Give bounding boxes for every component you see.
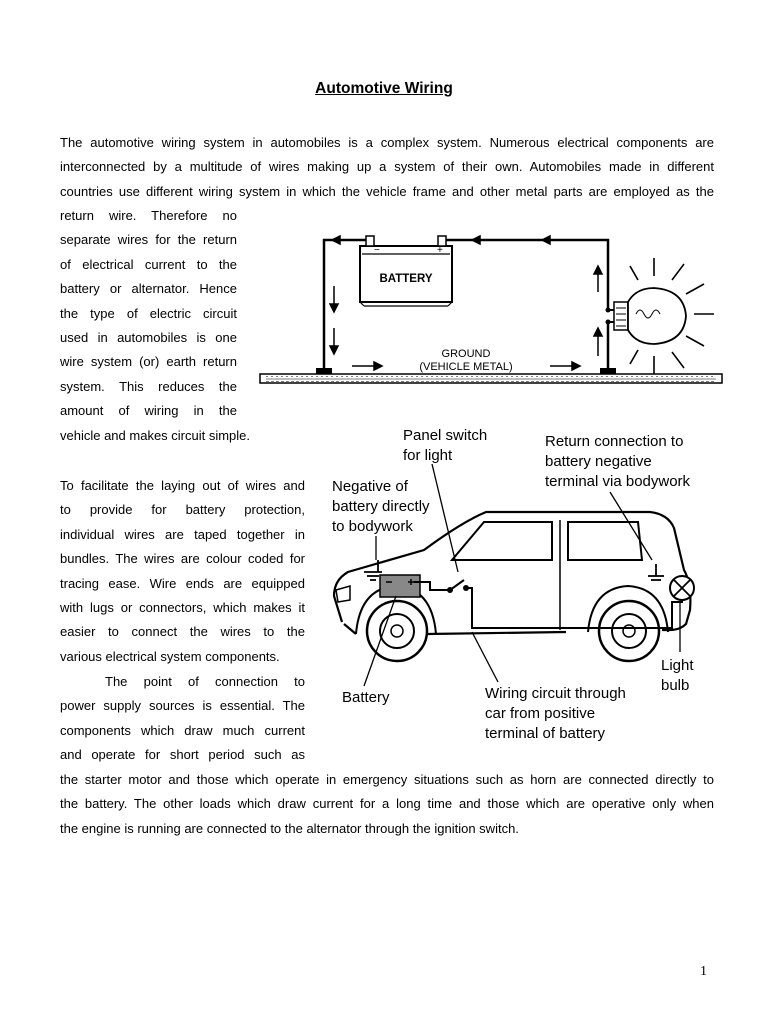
minus-sign: − — [374, 245, 380, 256]
text-line: easier to connect the wires to the — [60, 624, 305, 640]
panel-switch-label-line1: Panel switch — [403, 427, 488, 444]
ground-terminal-left — [316, 368, 332, 374]
plus-sign: + — [437, 245, 443, 256]
page-title: Automotive Wiring — [315, 80, 453, 97]
negative-label-line3: to bodywork — [332, 518, 413, 535]
return-connection-label-line2: battery negative — [545, 453, 652, 470]
text-line: various electrical system components. — [60, 648, 280, 664]
text-line: of electrical current to the — [60, 256, 237, 272]
paragraph-3-wrapped — [60, 670, 305, 768]
rear-window — [568, 522, 642, 560]
light-bulb-label-line1: Light — [661, 657, 694, 674]
panel-switch-label-line2: for light — [403, 447, 453, 464]
text-line: separate wires for the return — [60, 232, 237, 248]
text-line: tracing ease. Wire ends are equipped — [60, 575, 305, 591]
front-window — [452, 522, 552, 560]
text-line: bundles. The wires are colour coded for — [60, 551, 305, 567]
text-line: power supply sources is essential. The — [60, 698, 305, 714]
text-line: the starter motor and those which operate in emergency situations such as horn are connected directly to — [60, 772, 714, 787]
text-line: with lugs or connectors, which makes it — [60, 600, 305, 616]
text-line: amount of wiring in the — [60, 403, 237, 419]
return-connection-label-line3: terminal via bodywork — [545, 473, 691, 490]
text-line: vehicle and makes circuit simple. — [60, 427, 251, 443]
text-line: The point of connection to — [105, 674, 305, 689]
headlight — [336, 586, 350, 602]
text-line: To facilitate the laying out of wires and — [60, 478, 305, 493]
car-battery-icon — [380, 575, 420, 597]
paragraph-2 — [60, 474, 305, 669]
light-ground-symbol — [648, 564, 664, 580]
text-line: the engine is running are connected to the alternator through the ignition switch. — [60, 820, 519, 836]
car-light-bulb-icon — [670, 576, 694, 600]
car-wiring-diagram — [320, 420, 710, 750]
ground-label-line1: GROUND — [441, 348, 491, 360]
text-line: and operate for short period such as — [60, 747, 305, 763]
paragraph-3-full — [60, 768, 714, 841]
ground-circuit-diagram — [256, 218, 726, 393]
text-line: countries use different wiring system in which the vehicle frame and other metal parts are employed as the — [60, 183, 714, 199]
ground-terminal-right — [600, 368, 616, 374]
text-line: the type of electric circuit — [60, 305, 237, 321]
wiring-label-line1: Wiring circuit through — [485, 685, 626, 702]
negative-label-line1: Negative of — [332, 478, 408, 495]
paragraph-1-full — [60, 131, 714, 204]
light-bulb-label-line2: bulb — [661, 677, 690, 694]
text-line: system. This reduces the — [60, 378, 237, 394]
text-line: The automotive wiring system in automobiles is a complex system. Numerous electrical components are — [60, 135, 714, 150]
return-connection-label-line1: Return connection to — [545, 433, 684, 450]
page-number: 1 — [700, 964, 707, 979]
top-wire — [444, 240, 608, 310]
negative-label-line2: battery directly — [332, 498, 430, 515]
text-line: wire system (or) earth return — [60, 354, 237, 370]
text-line: components which draw much current — [60, 722, 305, 738]
text-line: individual wires are taped together in — [60, 526, 305, 542]
wiring-label-line3: terminal of battery — [485, 725, 606, 742]
light-bulb-icon — [606, 288, 687, 344]
wiring-label-line2: car from positive — [485, 705, 596, 722]
text-line: to provide for battery protection, — [60, 502, 305, 518]
rear-wheel — [599, 601, 659, 661]
ground-label-line2: (VEHICLE METAL) — [419, 361, 513, 373]
battery-callout-label: Battery — [342, 689, 390, 706]
paragraph-1-wrapped — [60, 204, 251, 448]
battery-label: BATTERY — [379, 273, 433, 285]
text-line: the battery. The other loads which draw current for a long time and those which are operative only when — [60, 796, 714, 812]
text-line: battery or alternator. Hence — [60, 281, 237, 297]
text-line: interconnected by a multitude of wires making up a system of their own. Automobiles made in different — [60, 159, 714, 175]
switch-lever — [450, 580, 464, 590]
text-line: return wire. Therefore no — [60, 208, 237, 223]
text-line: used in automobiles is one — [60, 330, 237, 346]
